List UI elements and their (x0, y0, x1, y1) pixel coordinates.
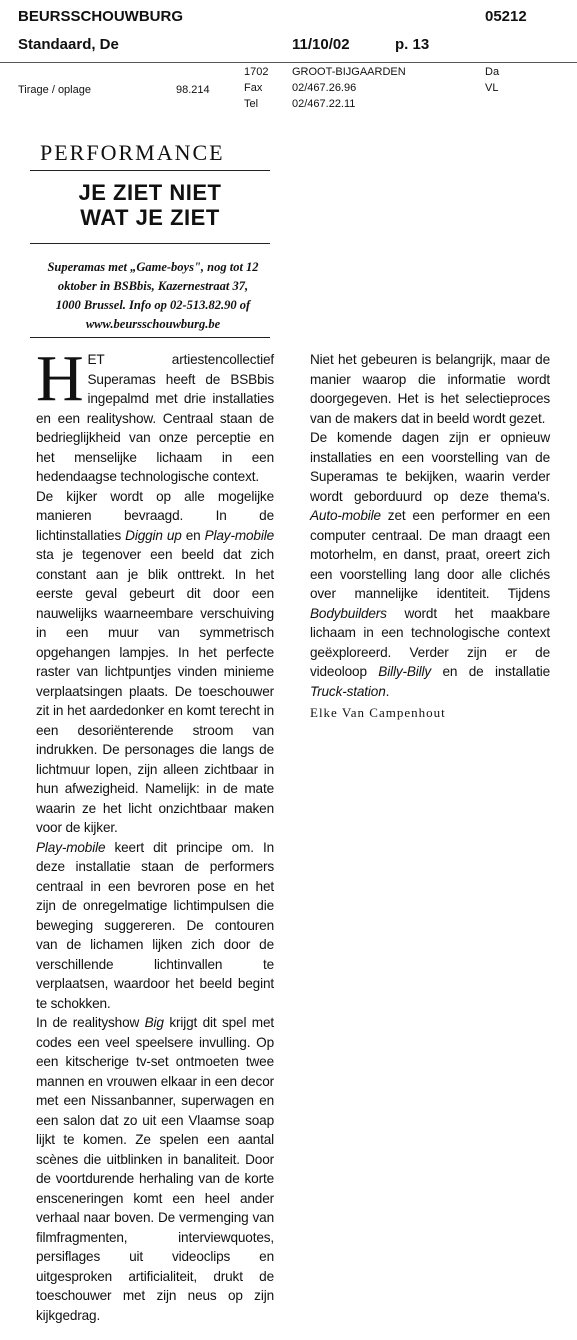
author-signature: Elke Van Campenhout (310, 705, 446, 720)
article-column-right (310, 350, 550, 723)
paragraph-2: De kijker wordt op alle mogelijke manieren bevraagd. In de lichtinstallaties Diggin up en Play-mobile sta je tegenover een beeld dat zich constant aan je blik onttrekt. In het eerste geval gebeurt dit door een nauwelijks waarneembare verschuiving in een muur van symmetrisch opgehangen lampjes. In het perfecte raster van lichtpuntjes vinden minieme verplaatsingen plaats. De toeschouwer zit in het aardedonker en komt terecht in een desoriënterende stroom van indrukken. De personages die langs de lichtmuur lopen, zijn alleen zichtbaar in hun afwezigheid. Namelijk: in de mate waarin ze het licht onzichtbaar maken voor de kijker. (36, 488, 274, 835)
headline-rule (30, 243, 270, 244)
city: GROOT-BIJGAARDEN (292, 66, 406, 78)
frequency: Da (485, 66, 500, 78)
drop-cap: H (36, 342, 84, 415)
circulation-label: Tirage / oplage (18, 84, 91, 96)
intro-rule (30, 337, 270, 338)
section-kicker: PERFORMANCE (40, 140, 225, 165)
region: VL (485, 82, 499, 94)
paragraph-5: Niet het gebeuren is belangrijk, maar de manier waarop die informatie wordt doorgegeven. Het is het selectieproces van de makers dat in beeld wordt gezet. (310, 352, 550, 426)
paragraph-3: Play-mobile keert dit principe om. In deze installatie staan de performers centraal in een bevroren pose en het zijn de onregelmatige lichtimpulsen die beweging suggereren. De contouren van de lichamen lijken zich door de verschillende lichtinvallen te verplaatsen, waardoor het beeld begint te schokken. (36, 839, 274, 1011)
paragraph-4: In de realityshow Big krijgt dit spel met codes een veel speelsere invulling. Op een kitscherige tv-set ontmoeten twee mannen en vrouwen elkaar in een decor met een Nissanbanner, superwagen en een salon dat zo uit een Vlaamse soap lijkt te komen. Ze spelen een aantal scènes die uitblinken in banaliteit. Door de voortdurende herhaling van de korte ensceneringen komt een heel ander verhaal naar boven. De vermenging van filmfragmenten, interviewquotes, persiflages uit videoclips en uitgesproken artificialiteit, drukt de toeschouwer met zijn neus op zijn kijkgedrag. (36, 1015, 274, 1323)
article-headline (40, 180, 260, 230)
headline-line-2: WAT JE ZIET (80, 205, 220, 230)
circulation-value: 98.214 (176, 84, 210, 96)
fax-value: 02/467.26.96 (292, 82, 357, 94)
headline-line-1: JE ZIET NIET (78, 180, 222, 205)
tel-label: Tel (244, 98, 259, 110)
newspaper-name: Standaard, De (18, 36, 119, 53)
tel-value: 02/467.22.11 (292, 98, 356, 110)
paragraph-1: HET artiestencollectief Superamas heeft de BSBbis ingepalmd met drie installaties en een realityshow. Centraal staan de bedrieglijkheid van onze perceptie en het menselijke lichaam in een hedendaagse technologische context. (36, 342, 274, 484)
intro-line-4: www.beursschouwburg.be (85, 317, 221, 331)
kicker-rule (30, 170, 270, 171)
page-number: p. 13 (395, 36, 430, 53)
intro-line-1: Superamas met „Game-boys", nog tot 12 (47, 260, 259, 274)
article-intro (30, 258, 276, 334)
clip-code: 05212 (485, 8, 527, 25)
intro-line-3: 1000 Brussel. Info op 02-513.82.90 of (55, 298, 251, 312)
header-divider (0, 62, 577, 63)
article-column-left (36, 342, 274, 1325)
fax-label: Fax (244, 82, 263, 94)
organization-name: BEURSSCHOUWBURG (18, 8, 183, 25)
paragraph-6: De komende dagen zijn er opnieuw installaties en een voorstelling van de Superamas te bekijken, waarin verder wordt geborduurd op deze thema's. Auto-mobile zet een performer en een computer centraal. De man draagt een motorhelm, en danst, praat, oreert zich een voorstelling lang door alle clichés over mannelijke identiteit. Tijdens Bodybuilders wordt het maakbare lichaam in een technologische context geëxploreerd. Verder zijn er de videoloop Billy-Billy en de installatie Truck-station. (310, 430, 550, 699)
publication-date: 11/10/02 (292, 36, 350, 53)
intro-line-2: oktober in BSBbis, Kazernestraat 37, (57, 279, 249, 293)
postcode: 1702 (244, 66, 269, 78)
